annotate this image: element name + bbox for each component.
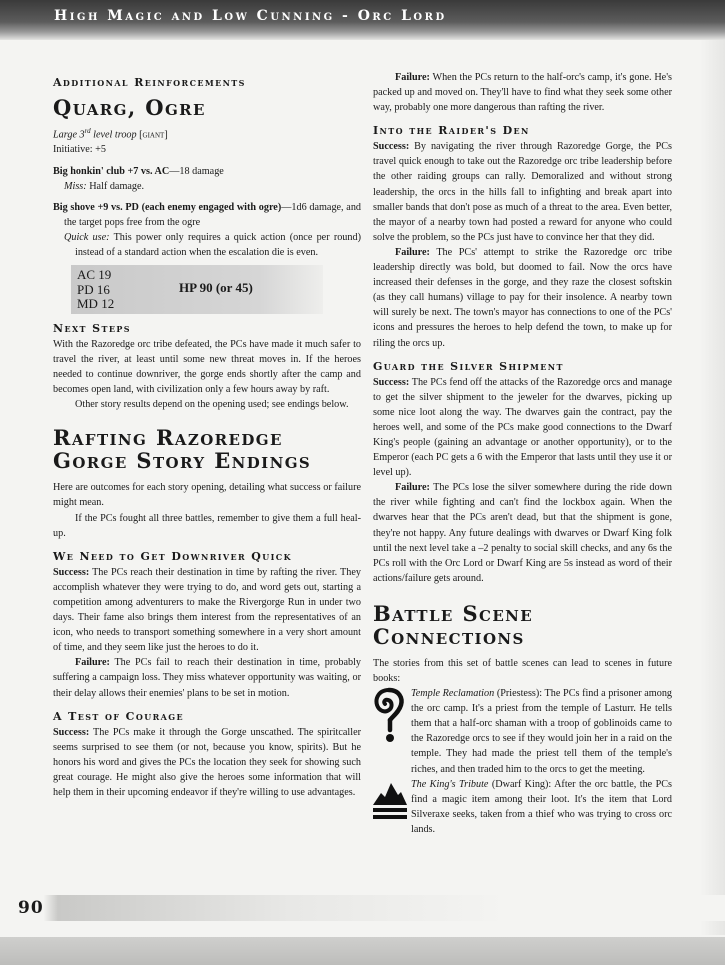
attack-club-miss: Miss: Half damage.: [64, 180, 145, 192]
stat-pd: PD 16: [77, 281, 110, 297]
battle-intro: The stories from this set of battle scenes can lead to scenes in future books:: [373, 657, 672, 684]
monster-initiative: Initiative: +5: [53, 144, 106, 156]
raiders-success: Success: By navigating the river through Razoredge Gorge, the PCs travel quick enough to take out the Razoredge orc tribe leadership before the other raiding groups can rally. Demoralized and without strong leadership, the orcs in the hills fall to infighting and break apart into smaller bands that don't pose as much of a threat to the area. Even better, the mayor of a nearby town had posted a reward for anyone who could solve the problem, so the PCs just have to convince her that they did.: [373, 141, 672, 243]
attack-shove: Big shove +9 vs. PD (each enemy engaged with ogre)—1d6 damage, and the target pops free from the ogre: [53, 201, 362, 228]
courage-heading: A Test of Courage: [53, 709, 184, 723]
courage-failure: Failure: When the PCs return to the half-orc's camp, it's gone. He's packed up and moved on. They'll have to find what they seek some other way, probably one more dangerous than rafting the river.: [373, 72, 672, 114]
downriver-heading: We Need to Get Downriver Quick: [53, 549, 292, 563]
page-header: [0, 0, 725, 40]
connection-tribute: [373, 777, 672, 837]
attack-club: Big honkin' club +7 vs. AC—18 damage: [53, 165, 224, 177]
stat-ac: AC 19: [77, 267, 112, 283]
next-steps-heading: Next Steps: [53, 321, 131, 335]
monster-name: Quarg, Ogre: [53, 95, 206, 120]
raiders-heading: Into the Raider's Den: [373, 124, 530, 138]
running-title: High Magic and Low Cunning - Orc Lord: [54, 8, 447, 24]
stat-block: [71, 265, 323, 314]
page-edge-shade: [700, 40, 725, 935]
endings-intro: Here are outcomes for each story opening, detailing what success or failure might mean.: [53, 482, 361, 509]
battle-connections-title: Battle Scene Connections: [373, 600, 534, 649]
dwarf-king-icon: [371, 777, 411, 828]
right-column: [373, 70, 672, 837]
stat-md: MD 12: [77, 296, 115, 312]
connection-temple: [373, 686, 672, 777]
next-steps-paragraph-2: Other story results depend on the opening used; see endings below.: [75, 399, 349, 411]
left-column: [53, 70, 361, 800]
stat-hp: HP 90 (or 45): [179, 280, 253, 296]
page-number-bar: [0, 895, 725, 921]
silver-success: Success: The PCs fend off the attacks of the Razoredge orcs and manage to get the silver shipment to the jeweler for the dwarves, picking up some nice loot along the way. The dwarves gain the contract, pay the heroes well, and some of the PCs make good connections to the Dwarf King's people (gaining an advantage or another opportunity), or to the Emperor (each PC gets a 6 with the Emperor that lasts until they use it or level up).: [373, 376, 672, 479]
tribute-connection-text: The King's Tribute (Dwarf King): After the orc battle, the PCs find a magic item among their loot. It's the item that Lord Silveraxe seeks, taken from a thief who was trying to cross orc lands.: [411, 778, 672, 835]
temple-connection-text: Temple Reclamation (Priestess): The PCs find a prisoner among the orc camp. It's a priest from the temple of Lasturr. He tells them that a half-orc shaman with a troop of goblinoids came to the Razoredge orcs to see if they would join her in a raid on the temple. They had made the priest tell them of the temple's riches, and then traded him to the orcs to get the meeting.: [411, 688, 673, 775]
raiders-failure: Failure: The PCs' attempt to strike the Razoredge orc tribe leadership directly was bold, but doomed to fail. Now the orcs have increased their defenses in the gorge, and they raze the closest softskin (as they call humans) village to pay for their insolence. A nearby town will surely be next. The town's mayor has connections to one of the PCs' icons and pressures the heroes to help defend the town, to make up for riling the orcs up.: [373, 246, 672, 349]
next-steps-paragraph: With the Razoredge orc tribe defeated, the PCs have made it much safer to travel the river, at least until some new threat moves in. If the heroes needed to continue downriver, the gorge ends shortly after the camp and becomes open land, with civilization only a few hours away by raft.: [53, 338, 361, 396]
attack-shove-quickuse: Quick use: This power only requires a quick action (once per round) instead of a standard action when the escalation die is even.: [64, 231, 361, 259]
silver-failure: Failure: The PCs lose the silver somewhere during the ride down the river while fighting and can't find the lockbox again. When the dwarves hear that the PCs aren't dead, but that the shipment is gone, they're not happy. Any future dealings with dwarves or Dwarf King folk until the next level take a –2 penalty to social skill checks, and any 6s the PCs roll with the Orc Lord or Dwarf King are 5s instead as word of their actions/failure gets around.: [373, 482, 672, 584]
downriver-failure: Failure: The PCs fail to reach their destination in time, probably suffering a campaign loss. They miss whatever opportunity was waiting, or their delay allows their enemies' plans to be set in motion.: [53, 657, 361, 699]
reinforcements-heading: Additional Reinforcements: [53, 76, 246, 89]
courage-success: Success: The PCs make it through the Gorge unscathed. The spiritcaller seems surprised to see them (or not, because you know, spirits). But he honors his word and gives the PCs the location they seek for showing such great courage. He might also give the heroes some information that will help them in their upcoming endeavor if they're willing to use advantages.: [53, 726, 361, 798]
downriver-success: Success: The PCs reach their destination in time by rafting the river. They accomplish whatever they were trying to do, and word gets out, starting a competition among adventurers to make the Rivergorge Run in under two days. Their fame also brings them interest from the representatives of an icon, who needs to transport something somewhere in a very short amount of time, and they seem like just the heroes to do it.: [53, 566, 361, 654]
monster-type: Large 3rd level troop [giant]: [53, 127, 168, 141]
endings-title: Rafting Razoredge Gorge Story Endings: [53, 425, 312, 474]
page-number: 90: [18, 898, 44, 918]
page-footer: [0, 937, 725, 965]
silver-heading: Guard the Silver Shipment: [373, 359, 564, 373]
endings-heal-note: If the PCs fought all three battles, remember to give them a full heal-up.: [53, 512, 361, 539]
priestess-icon: [371, 686, 411, 749]
